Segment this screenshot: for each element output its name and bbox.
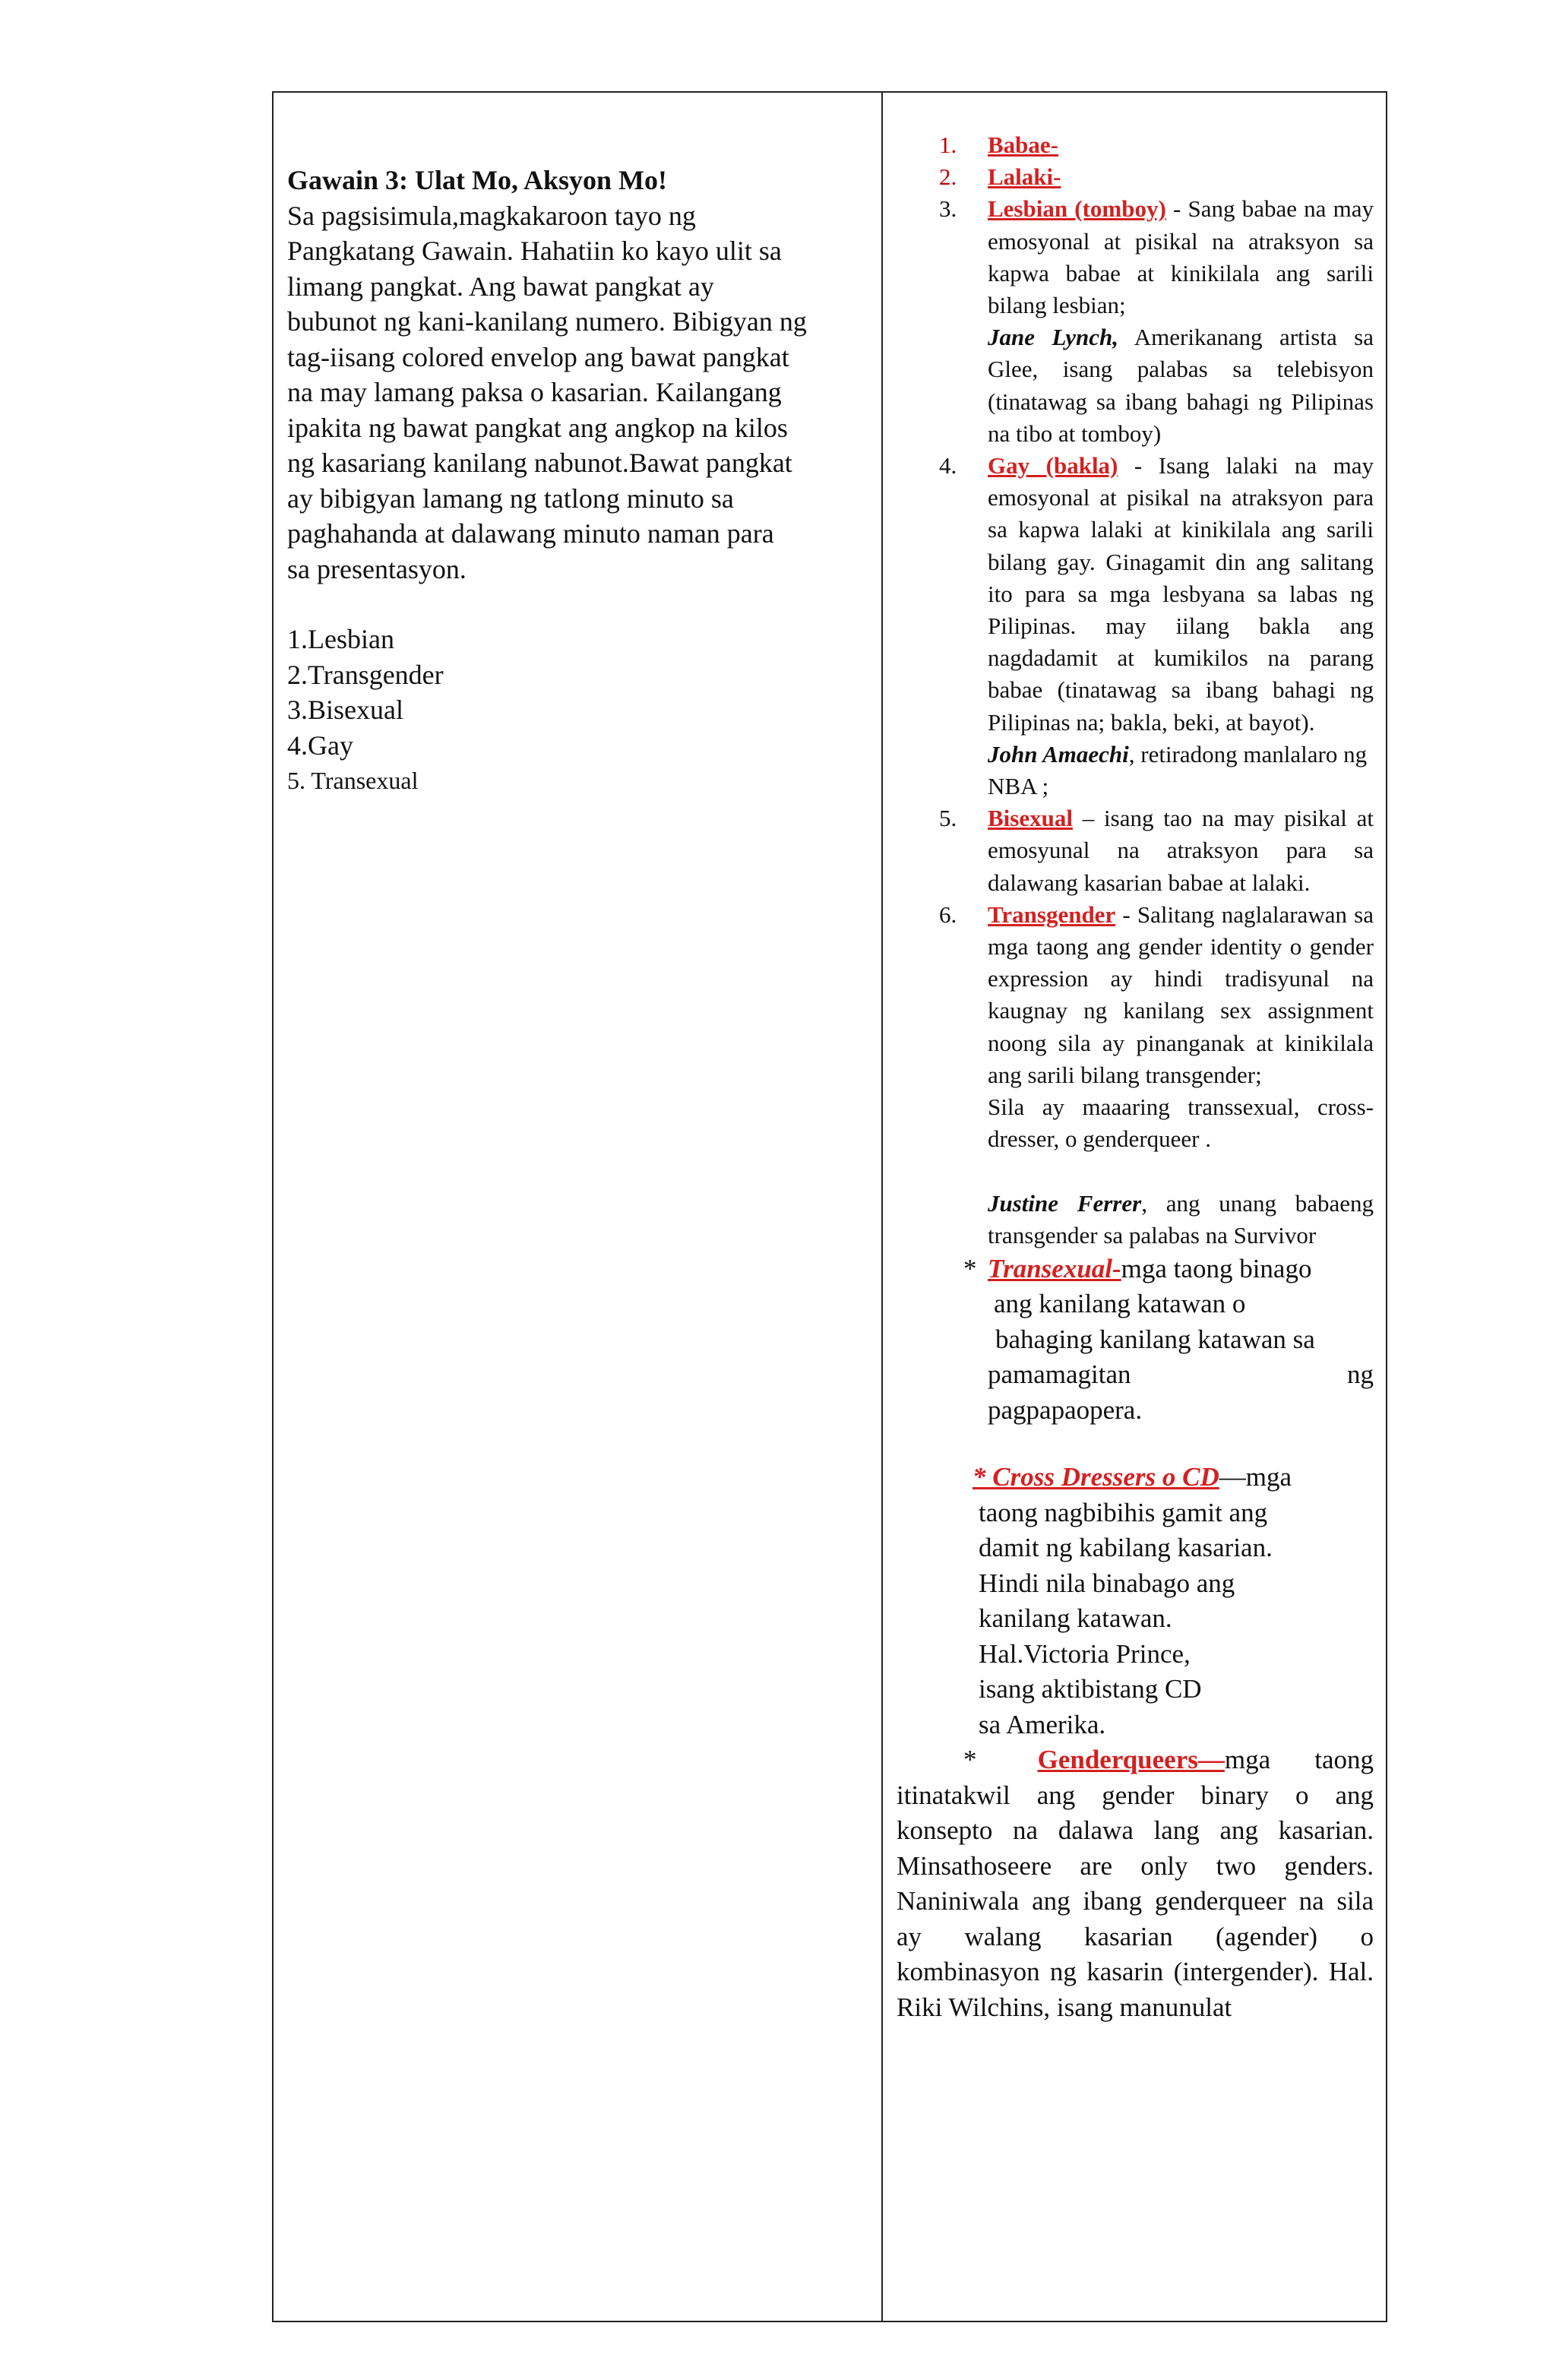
term-lesbian: Lesbian (tomboy)	[988, 195, 1166, 223]
left-column	[287, 163, 872, 799]
list-item-bisexual	[897, 802, 1374, 899]
paragraph-line: ay bibigyan lamang ng tatlong minuto sa	[287, 483, 734, 514]
term-bisexual: Bisexual	[988, 805, 1073, 832]
paragraph-line: tag-iisang colored envelop ang bawat pangkat	[287, 341, 789, 372]
example-name: Jane Lynch,	[988, 324, 1119, 351]
definition-line: isang aktibistang CD	[979, 1674, 1202, 1704]
paragraph-line: ipakita ng bawat pangkat ang angkop na kilos	[287, 412, 788, 443]
term-transexual: Transexual-	[988, 1253, 1121, 1283]
transgender-example	[897, 1188, 1374, 1252]
topic-item: 2.Transgender	[287, 659, 444, 690]
instructions-paragraph	[287, 198, 872, 587]
transgender-extra: Sila ay maaaring transsexual, cross-dresser, o genderqueer .	[988, 1093, 1374, 1153]
bullet-star: *	[963, 1745, 977, 1775]
paragraph-line: paghahanda at dalawang minuto naman para	[287, 518, 774, 549]
item-number: 4.	[939, 452, 957, 479]
cross-dressers-section	[897, 1460, 1374, 1742]
paragraph-line: bubunot ng kani-kanilang numero. Bibigyan ng	[287, 306, 807, 337]
item-number: 2.	[939, 163, 957, 191]
definition-line	[897, 1357, 1374, 1393]
definition-text: - Isang lalaki na may emosyonal at pisikal na atraksyon para sa kapwa lalaki at kinikilala ang sarili bilang gay. Ginagamit din ang salitang ito para sa mga lesbyana sa labas ng Pilipinas. may iilang bakla ang nagdadamit at kumikilos na parang babae (tinatawag sa ibang bahagi ng Pilipinas na; bakla, beki, at bayot).	[988, 452, 1374, 736]
topic-item: 1.Lesbian	[287, 624, 394, 654]
cross-dressers-head	[897, 1460, 1374, 1495]
definition-line: ang kanilang katawan o	[994, 1289, 1246, 1319]
example-name: John Amaechi	[988, 740, 1129, 767]
lesbian-example	[897, 321, 1374, 450]
definition-line: sa Amerika.	[979, 1709, 1106, 1739]
transexual-section	[897, 1252, 1374, 1429]
definition-line: damit ng kabilang kasarian.	[979, 1533, 1273, 1563]
activity-title: Gawain 3: Ulat Mo, Aksyon Mo!	[287, 165, 668, 195]
paragraph-line: na may lamang paksa o kasarian. Kailangang	[287, 377, 782, 407]
definition-text: - Sang babae na may emosyonal at pisikal na atraksyon sa kapwa babae at kinikilala ang sarili bilang lesbian;	[988, 195, 1374, 319]
paragraph-line: limang pangkat. Ang bawat pangkat ay	[287, 271, 714, 302]
paragraph-line: sa presentasyon.	[287, 553, 466, 584]
definition-line: taong nagbibihis gamit ang	[979, 1497, 1268, 1527]
spacer	[287, 587, 872, 622]
item-number: 5.	[939, 805, 957, 832]
spacer	[897, 1156, 1374, 1188]
definition-line: kanilang katawan.	[979, 1603, 1172, 1634]
topic-list	[287, 622, 872, 799]
definition-text: – isang tao na may pisikal at emosyunal na atraksyon para sa dalawang kasarian babae at lalaki.	[988, 805, 1374, 896]
example-text: , ang unang babaeng transgender sa palabas na Survivor	[988, 1189, 1374, 1249]
list-item-lalaki	[897, 161, 1374, 193]
list-item-lesbian	[897, 193, 1374, 321]
example-text: , retiradong manlalaro ng NBA ;	[988, 740, 1368, 800]
list-item-babae	[897, 129, 1374, 161]
term-genderqueers: Genderqueers—	[1037, 1745, 1225, 1775]
definition-line: pagpapaopera.	[988, 1394, 1143, 1425]
paragraph-line: ng kasariang kanilang nabunot.Bawat pangkat	[287, 448, 792, 478]
list-item-gay	[897, 450, 1374, 739]
definition-line: Hindi nila binabago ang	[979, 1568, 1235, 1598]
paragraph-line: Pangkatang Gawain. Hahatiin ko kayo ulit sa	[287, 236, 782, 266]
list-item-transgender	[897, 899, 1374, 1091]
transexual-head	[897, 1252, 1374, 1287]
term-gay: Gay (bakla)	[988, 452, 1118, 479]
example-text: Amerikanang artista sa Glee, isang palabas sa telebisyon (tinatawag sa ibang bahagi ng Pilipinas na tibo at tomboy)	[988, 324, 1374, 447]
term-lalaki: Lalaki-	[988, 163, 1061, 191]
item-number: 3.	[939, 195, 957, 223]
topic-item: 5. Transexual	[287, 767, 419, 794]
definition-line: mga taong binago	[1121, 1253, 1312, 1283]
item-number: 6.	[939, 900, 957, 928]
definition-text: mga taong itinatakwil ang gender binary o ang konsepto na dalawa lang ang kasarian. Minsathoseere are only two genders. Naniniwala ang ibang genderqueer na sila ay walang kasarian (agender) o kombinasyon ng kasarin (intergender). Hal. Riki Wilchins, isang manunulat	[897, 1745, 1374, 2022]
topic-item: 3.Bisexual	[287, 695, 403, 725]
genderqueers-section	[897, 1742, 1374, 2025]
column-divider	[881, 91, 883, 2322]
bullet-star: *	[963, 1253, 977, 1283]
paragraph-line: Sa pagsisimula,magkakaroon tayo ng	[287, 200, 696, 231]
term-babae: Babae-	[988, 131, 1058, 158]
right-column	[897, 129, 1374, 2025]
definition-line: bahaging kanilang katawan sa	[995, 1324, 1315, 1354]
word: pamamagitan	[988, 1359, 1131, 1390]
term-transgender: Transgender	[988, 900, 1116, 928]
item-number: 1.	[939, 131, 957, 158]
example-name: Justine Ferrer	[988, 1189, 1142, 1217]
definition-line: —mga	[1219, 1462, 1292, 1492]
gay-example	[897, 739, 1374, 802]
term-cross-dressers: * Cross Dressers o CD	[972, 1462, 1219, 1492]
definition-line: Hal.Victoria Prince,	[979, 1638, 1191, 1669]
topic-item: 4.Gay	[287, 730, 353, 761]
definition-text: - Salitang naglalarawan sa mga taong ang gender identity o gender expression ay hindi tradisyunal na kaugnay ng kanilang sex assignment noong sila ay pinanganak at kinikilala ang sarili bilang transgender;	[988, 900, 1374, 1088]
word: ng	[1347, 1359, 1374, 1390]
